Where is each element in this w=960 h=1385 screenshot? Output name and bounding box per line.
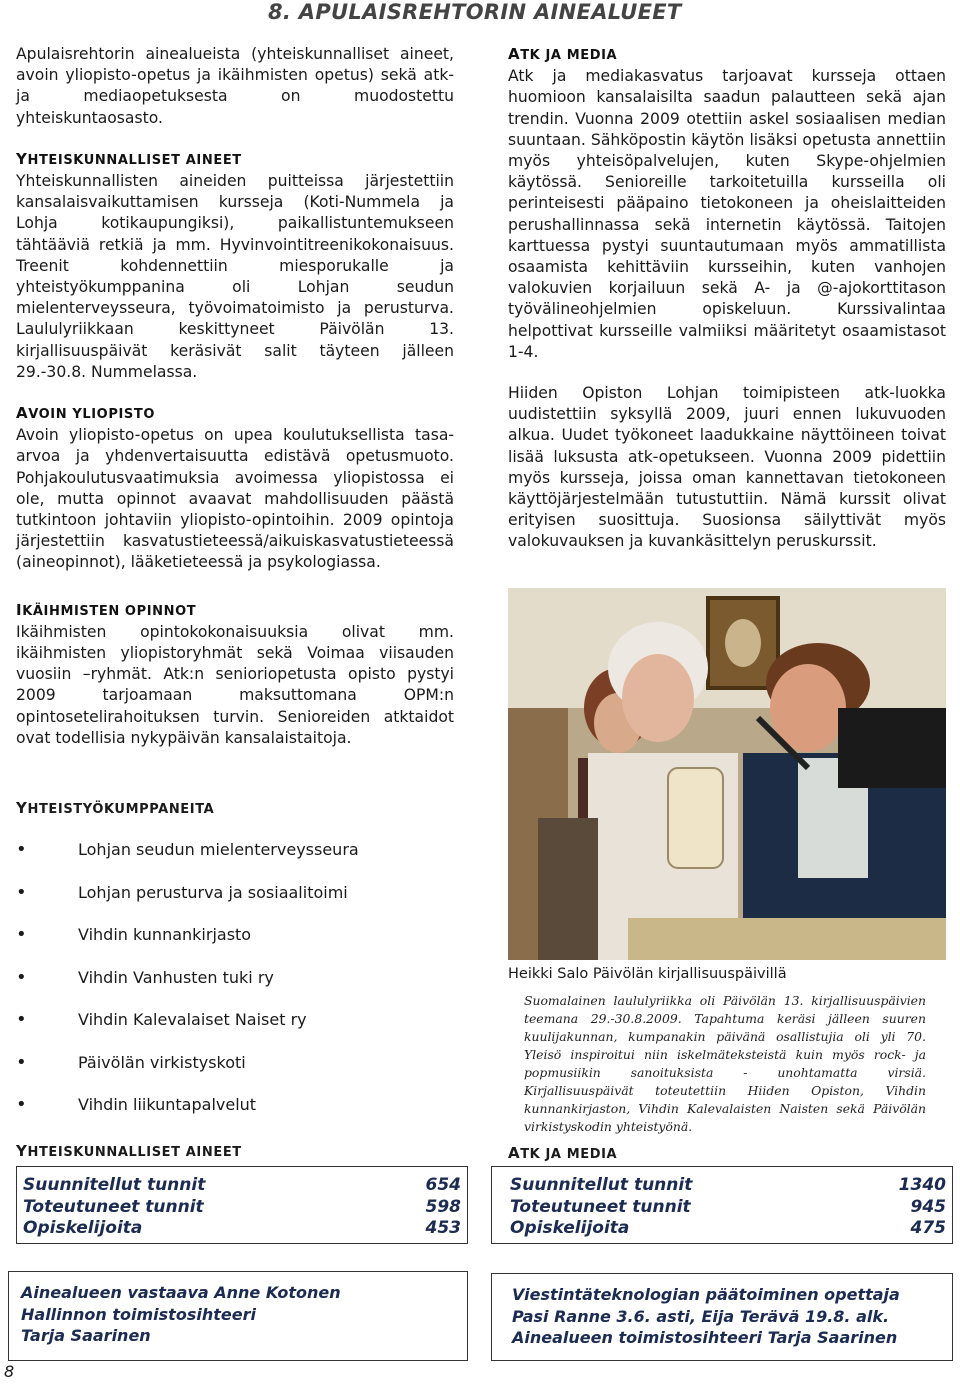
partners-list	[16, 838, 456, 1136]
stat-row	[23, 1197, 461, 1219]
stat-row	[498, 1175, 946, 1197]
list-item: • Lohjan perusturva ja sosiaalitoimi	[16, 881, 456, 924]
event-photo	[508, 588, 946, 960]
list-item: • Päivölän virkistyskoti	[16, 1051, 456, 1094]
social-heading: YHTEISKUNNALLISET AINEET	[16, 149, 242, 168]
stats-right-heading: ATK JA MEDIA	[508, 1144, 618, 1162]
atk-paragraph-2: Hiiden Opiston Lohjan toimipisteen atk-luokka uudistettiin syksyllä 2009, juuri ennen lukuvuoden alkua. Uudet työkoneet laadukkaine näyttöineen toivat lisää luksusta atk-opetukseen. Vuonna 2009 pidettiin myös kursseja, joissa oman kannettavan tietokoneen käyttöjärjestelmään tutustuttiin. Nämä kurssit olivat erityisen suosittuja. Suosionsa säilyttivät myös valokuvauksen ja kuvankäsittelyn peruskurssit.	[508, 384, 946, 551]
photo-caption-text: Suomalainen laululyriikka oli Päivölän 13. kirjallisuuspäivien teemana 29.-30.8.2009. Tapahtuma keräsi jälleen suuren kuulijakunnan, kumpanakin päivänä osallistujia oli yli 70. Yleisö inspiroitui niin iskelmäteksteistä kuin myös rock- ja popmusiikin sanoituksista - unohtamatta virsiä. Kirjallisuuspäivät toteutettiin Hiiden Opiston, Vihdin kunnankirjaston, Vihdin Kalevalaisten Naisten sekä Päivölän virkistyskodin yhteistyönä.	[524, 993, 926, 1134]
atk-paragraph-1: Atk ja mediakasvatus tarjoavat kursseja ottaen huomioon kansalaisilta saadun palautteen sekä ajan trendin. Vuonna 2009 otettiin askel sosiaalisen median suuntaan. Sähköpostin käytön lisäksi opetusta annettiin myös yhteisöpalvelujen, kuten Skype-ohjelmien käytössä. Senioreille tarkoitetuilla kursseilla oli perinteisesti pääpaino tietokoneen ja oheislaitteiden perushallinnassa sekä internetin käytössä. Taitojen karttuessa pystyi suuntautumaan myös ammatillista osaamista kehittäviin kursseihin, kuten vanhojen valokuvien korjailuun sekä A- ja @-ajokorttitason työvälineohjelmien opiskeluun. Kurssivalintaa helpottivat kursseille valmiiksi määritetyt osaamistasot 1-4.	[508, 67, 946, 361]
list-item: • Vihdin Kalevalaiset Naiset ry	[16, 1008, 456, 1051]
stats-left-heading: YHTEISKUNNALLISET AINEET	[16, 1142, 242, 1160]
stat-row	[498, 1197, 946, 1219]
list-item: • Vihdin kunnankirjasto	[16, 923, 456, 966]
seniors-paragraph: Ikäihmisten opintokokonaisuuksia olivat mm. ikäihmisten yliopistoryhmät sekä Voimaa viisauden vuosiin –ryhmät. Atk:n senioriopetusta opisto pystyi 2009 tarjoamaan maksuttomana OPM:n opintosetelirahoituksen turvin. Senioreiden atktaidot ovat todellisia nykypäivän kansalaistaitoja.	[16, 622, 454, 747]
stat-value: 1340	[898, 1175, 946, 1195]
photo-caption-title: Heikki Salo Päivölän kirjallisuuspäivillä	[508, 966, 787, 982]
left-column	[16, 44, 454, 749]
contact-line: Ainealueen vastaava Anne Kotonen	[21, 1283, 341, 1302]
page-number: 8	[4, 1362, 15, 1381]
seniors-heading: IKÄIHMISTEN OPINNOT	[16, 600, 197, 619]
stat-value: 475	[910, 1218, 946, 1238]
open-university-paragraph: Avoin yliopisto-opetus on upea koulutuksellista tasa-arvoa ja yhdenvertaisuutta edistävä opetusmuoto. Pohjakoulutusvaatimuksia avoimessa yliopistossa ei ole, mutta opinnot avaavat mahdollisuuden päästä tutkintoon johtaviin yliopisto-opintoihin. 2009 opintoja järjestettiin kasvatustieteessä/aikuiskasvatustieteessä (aineopinnot), lääketieteessä ja psykologiassa.	[16, 426, 454, 572]
contact-left-box	[8, 1271, 468, 1361]
list-item: • Lohjan seudun mielenterveysseura	[16, 838, 456, 881]
stat-value: 654	[425, 1175, 461, 1195]
stat-label: Suunnitellut tunnit	[510, 1175, 693, 1195]
stat-row	[23, 1175, 461, 1197]
contact-line: Pasi Ranne 3.6. asti, Eija Terävä 19.8. alk.	[512, 1306, 890, 1326]
social-paragraph: Yhteiskunnallisten aineiden puitteissa järjestettiin kansalaisvaikuttamisen kursseja (Koti-Nummela ja Lohja kotikaupungiksi), paikallistuntemukseen tähtääviä retkiä ja mm. Hyvinvointitreenikokonaisuus. Treenit kohdennettiin miesporukalle ja yhteistyökumppanina oli Lohjan seudun mielenterveysseura, työvoimatoimisto ja perusturva. Laululyriikkaan keskittyneet Päivölän 13. kirjallisuuspäivät keräsivät salit täyteen jälleen 29.-30.8. Nummelassa.	[16, 172, 454, 381]
stat-value: 598	[425, 1196, 461, 1217]
contact-line: Viestintäteknologian päätoiminen opettaja	[512, 1285, 900, 1304]
stat-row	[498, 1218, 946, 1240]
contact-line: Tarja Saarinen	[21, 1326, 151, 1345]
stat-value: 453	[425, 1218, 461, 1238]
stat-label: Opiskelijoita	[23, 1218, 143, 1238]
atk-heading: ATK JA MEDIA	[508, 45, 618, 63]
stat-label: Toteutuneet tunnit	[510, 1196, 691, 1217]
partners-heading: YHTEISTYÖKUMPPANEITA	[16, 799, 215, 817]
contact-line: Ainealueen toimistosihteeri Tarja Saarinen	[512, 1328, 898, 1347]
stat-label: Toteutuneet tunnit	[23, 1196, 204, 1217]
contact-line: Hallinnon toimistosihteeri	[21, 1304, 256, 1324]
contact-right-box	[491, 1273, 953, 1361]
stat-value: 945	[910, 1196, 946, 1217]
open-university-heading: AVOIN YLIOPISTO	[16, 404, 155, 423]
list-item: • Vihdin Vanhusten tuki ry	[16, 966, 456, 1009]
stat-label: Opiskelijoita	[510, 1218, 630, 1238]
list-item: • Vihdin liikuntapalvelut	[16, 1093, 456, 1136]
right-column	[508, 44, 946, 553]
intro-paragraph: Apulaisrehtorin ainealueista (yhteiskunnalliset aineet, avoin yliopisto-opetus ja ikäihmisten opetus) sekä atk- ja mediaopetuksesta on muodostettu yhteiskuntaosasto.	[16, 45, 454, 127]
stat-row	[23, 1218, 461, 1240]
page-title: 8. APULAISREHTORIN AINEALUEET	[268, 0, 682, 24]
event-photo-image	[508, 588, 946, 960]
stats-left-box	[16, 1166, 468, 1244]
stat-label: Suunnitellut tunnit	[23, 1175, 206, 1195]
stats-right-box	[491, 1166, 953, 1244]
